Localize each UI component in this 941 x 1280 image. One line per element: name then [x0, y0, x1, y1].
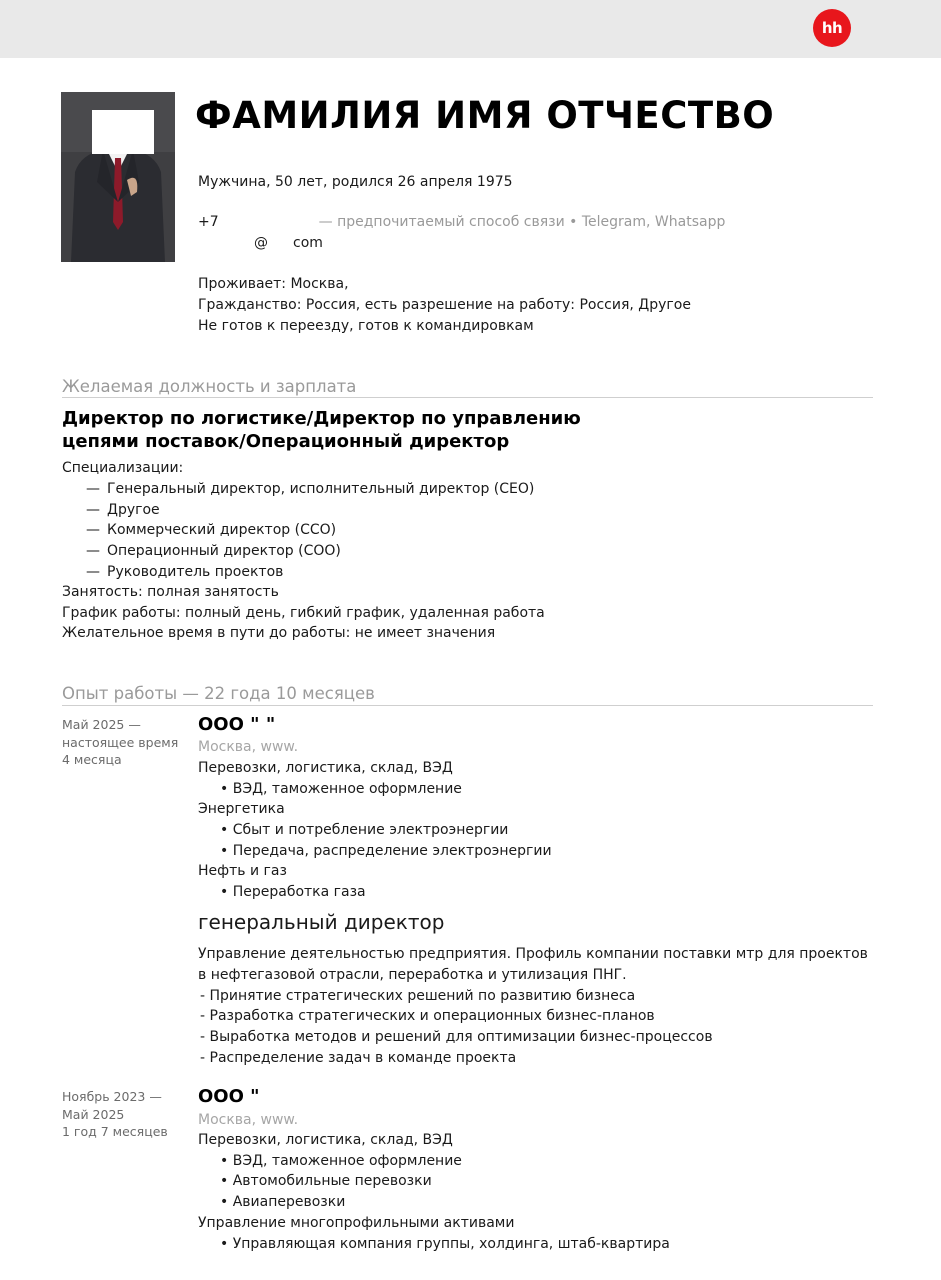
specializations-label: Специализации:: [62, 460, 184, 476]
profile-photo: [61, 92, 175, 262]
industry-item: • Сбыт и потребление электроэнергии: [220, 822, 509, 838]
phone-prefix[interactable]: +7: [198, 214, 219, 230]
full-name: ФАМИЛИЯ ИМЯ ОТЧЕСТВО: [195, 94, 775, 137]
relocation: Не готов к переезду, готов к командировкам: [198, 318, 534, 334]
specialization-item: — Коммерческий директор (CCO): [86, 522, 337, 538]
company-name: ООО " ": [198, 714, 276, 735]
industry-item: • Автомобильные перевозки: [220, 1173, 432, 1189]
industry-item: • Передача, распределение электроэнергии: [220, 843, 552, 859]
industry-item: • Авиаперевозки: [220, 1194, 346, 1210]
commute: Желательное время в пути до работы: не имеет значения: [62, 625, 496, 641]
email-row[interactable]: [254, 235, 323, 251]
duty-item: - Выработка методов и решений для оптимизации бизнес-процессов: [200, 1029, 713, 1045]
duty-item: - Разработка стратегических и операционных бизнес-планов: [200, 1008, 655, 1024]
company-name: ООО ": [198, 1086, 260, 1107]
schedule: График работы: полный день, гибкий график, удаленная работа: [62, 605, 545, 621]
section-title-desired: Желаемая должность и зарплата: [62, 377, 357, 396]
hh-logo[interactable]: hh: [813, 9, 851, 47]
company-city: Москва, www.: [198, 1112, 299, 1128]
duty-item: - Распределение задач в команде проекта: [200, 1050, 517, 1066]
industry: Управление многопрофильными активами: [198, 1215, 515, 1231]
industry: Нефть и газ: [198, 863, 287, 879]
industry: Перевозки, логистика, склад, ВЭД: [198, 760, 453, 776]
job-title: генеральный директор: [198, 910, 445, 934]
specialization-item: — Генеральный директор, исполнительный директор (CEO): [86, 481, 535, 497]
industry-item: • Переработка газа: [220, 884, 366, 900]
section-title-experience: Опыт работы — 22 года 10 месяцев: [62, 684, 375, 703]
section-divider: [62, 397, 873, 398]
industry: Перевозки, логистика, склад, ВЭД: [198, 1132, 453, 1148]
specialization-item: — Операционный директор (COO): [86, 543, 341, 559]
specialization-item: — Руководитель проектов: [86, 564, 284, 580]
job-dates: Ноябрь 2023 — Май 2025 1 год 7 месяцев: [62, 1089, 168, 1139]
specialization-item: — Другое: [86, 502, 160, 518]
job-dates: Май 2025 — настоящее время 4 месяца: [62, 717, 179, 767]
demographics: Мужчина, 50 лет, родился 26 апреля 1975: [198, 174, 513, 190]
top-bar: [0, 0, 941, 58]
email-suffix: com: [293, 235, 323, 251]
industry-item: • ВЭД, таможенное оформление: [220, 781, 462, 797]
industry-item: • ВЭД, таможенное оформление: [220, 1153, 462, 1169]
section-divider: [62, 705, 873, 706]
contact-preference: — предпочитаемый способ связи • Telegram, Whatsapp: [318, 214, 726, 230]
residence: Проживает: Москва,: [198, 276, 349, 292]
company-city: Москва, www.: [198, 739, 299, 755]
industry: Энергетика: [198, 801, 285, 817]
employment: Занятость: полная занятость: [62, 584, 279, 600]
duty-item: - Принятие стратегических решений по развитию бизнеса: [200, 988, 636, 1004]
desired-position: Директор по логистике/Директор по управлению цепями поставок/Операционный директор: [62, 408, 581, 452]
citizenship: Гражданство: Россия, есть разрешение на работу: Россия, Другое: [198, 297, 691, 313]
phone-row: [198, 214, 725, 230]
job-description: Управление деятельностью предприятия. Профиль компании поставки мтр для проектов в нефтегазовой отрасли, переработка и утилизация ПНГ.: [198, 946, 868, 983]
industry-item: • Управляющая компания группы, холдинга, штаб-квартира: [220, 1236, 670, 1252]
email-at: @: [254, 235, 268, 251]
